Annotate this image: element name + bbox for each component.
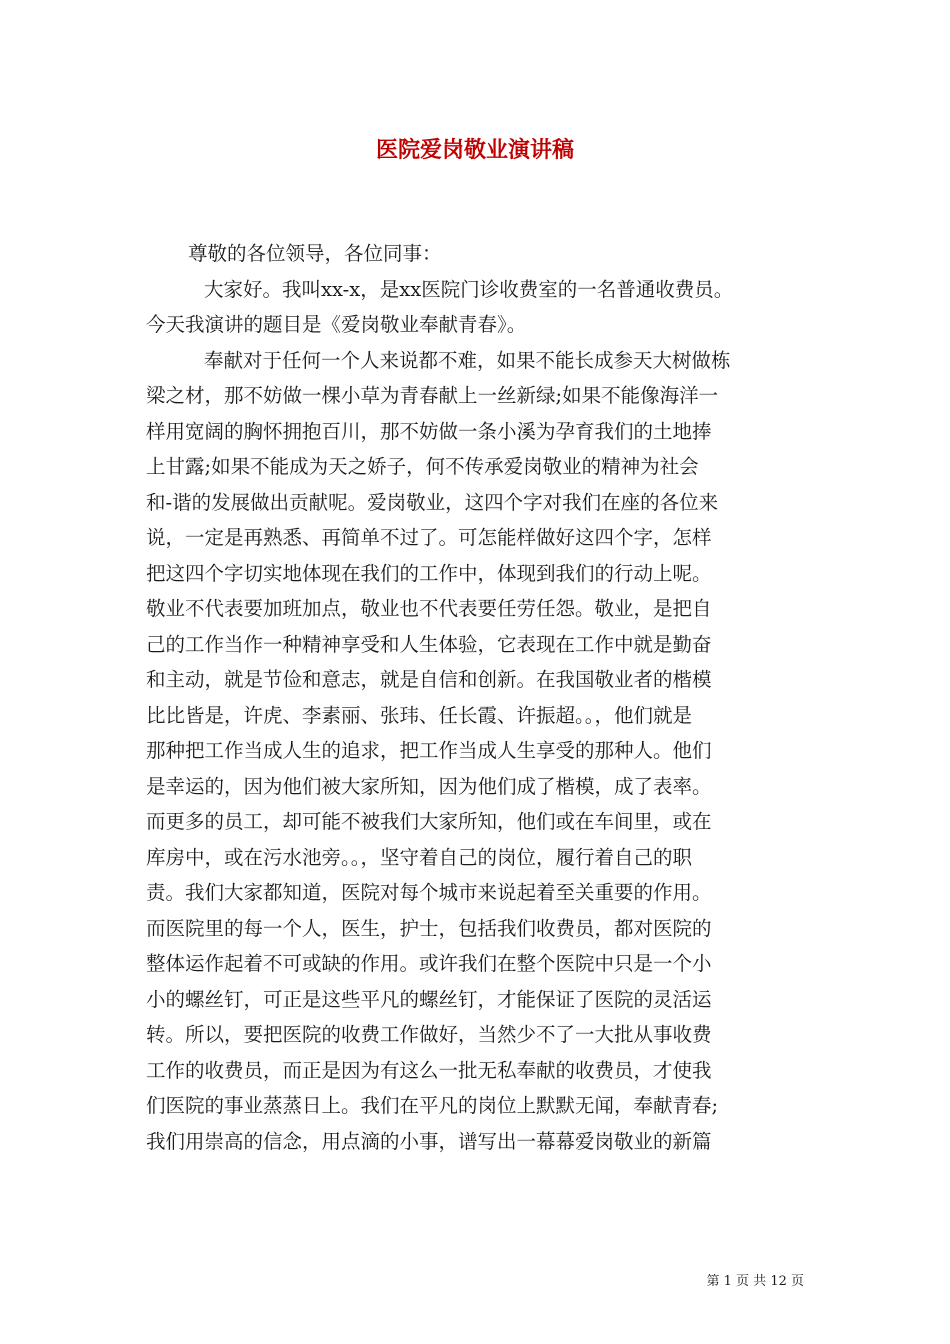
- page-number-footer: 第 1 页 共 12 页: [706, 1274, 804, 1289]
- paragraph-line: 今天我演讲的题目是《爱岗敬业奉献青春》。: [146, 313, 527, 336]
- paragraph-line: 而更多的员工，却可能不被我们大家所知，他们或在车间里，或在: [146, 810, 712, 833]
- paragraph-line: 敬业不代表要加班加点，敬业也不代表要任劳任怨。敬业，是把自: [146, 597, 712, 620]
- paragraph-line: 工作的收费员，而正是因为有这么一批无私奉献的收费员，才使我: [146, 1058, 712, 1082]
- document-title: 医院爱岗敬业演讲稿: [375, 137, 574, 163]
- paragraph-line: 转。所以，要把医院的收费工作做好，当然少不了一大批从事收费: [146, 1023, 712, 1046]
- paragraph-line: 说，一定是再熟悉、再简单不过了。可怎能样做好这四个字，怎样: [146, 526, 712, 549]
- paragraph-line: 梁之材，那不妨做一棵小草为青春献上一丝新绿;如果不能像海洋一: [146, 384, 719, 407]
- paragraph-line: 样用宽阔的胸怀拥抱百川，那不妨做一条小溪为孕育我们的土地捧: [146, 419, 712, 443]
- paragraph-line: 奉献对于任何一个人来说都不难，如果不能长成参天大树做栋: [204, 348, 731, 372]
- paragraph-line: 整体运作起着不可或缺的作用。或许我们在整个医院中只是一个小: [146, 952, 712, 975]
- paragraph-line: 责。我们大家都知道，医院对每个城市来说起着至关重要的作用。: [146, 881, 712, 904]
- paragraph-line: 那种把工作当成人生的追求，把工作当成人生享受的那种人。他们: [146, 739, 712, 762]
- paragraph-line: 库房中，或在污水池旁。。，坚守着自己的岗位，履行着自己的职: [146, 845, 693, 869]
- paragraph-line: 大家好。我叫xx-x，是xx医院门诊收费室的一名普通收费员。: [204, 277, 734, 301]
- paragraph-line: 上甘露;如果不能成为天之娇子，何不传承爱岗敬业的精神为社会: [146, 455, 699, 478]
- salutation-line: 尊敬的各位领导，各位同事：: [188, 242, 442, 265]
- paragraph-line: 把这四个字切实地体现在我们的工作中，体现到我们的行动上呢。: [146, 561, 712, 585]
- paragraph-line: 我们用崇高的信念，用点滴的小事，谱写出一幕幕爱岗敬业的新篇: [146, 1129, 712, 1153]
- paragraph-line: 而医院里的每一个人，医生，护士，包括我们收费员，都对医院的: [146, 916, 712, 940]
- paragraph-line: 们医院的事业蒸蒸日上。我们在平凡的岗位上默默无闻，奉献青春;: [146, 1094, 719, 1117]
- paragraph-line: 己的工作当作一种精神享受和人生体验，它表现在工作中就是勤奋: [146, 632, 712, 656]
- paragraph-line: 是幸运的，因为他们被大家所知，因为他们成了楷模，成了表率。: [146, 774, 712, 798]
- paragraph-line: 和-谐的发展做出贡献呢。爱岗敬业，这四个字对我们在座的各位来: [146, 490, 719, 514]
- paragraph-line: 小的螺丝钉，可正是这些平凡的螺丝钉，才能保证了医院的灵活运: [146, 987, 712, 1011]
- document-body: [146, 236, 810, 1159]
- paragraph-line: 和主动，就是节俭和意志，就是自信和创新。在我国敬业者的楷模: [146, 668, 712, 691]
- paragraph-line: 比比皆是，许虎、李素丽、张玮、任长霞、许振超。。，他们就是: [146, 703, 693, 727]
